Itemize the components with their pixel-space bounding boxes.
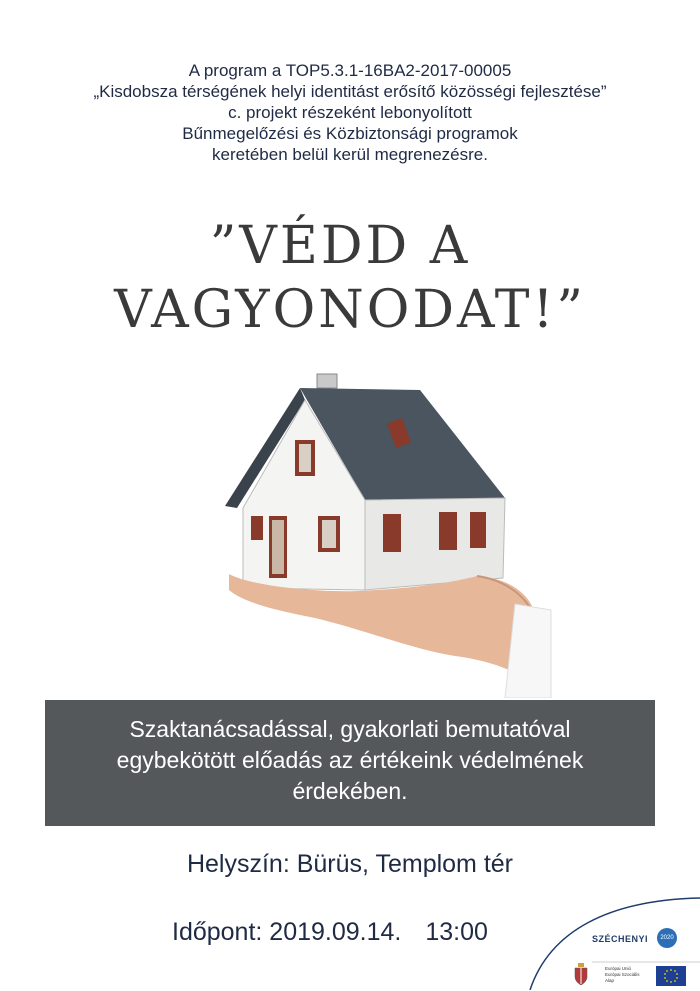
szechenyi-logo-text: SZÉCHENYI [592, 934, 649, 944]
intro-line: keretében belül kerül megrenezésre. [212, 145, 488, 164]
banner-line: érdekében. [292, 778, 408, 804]
intro-line: „Kisdobsza térségének helyi identitást erősítő közösségi fejlesztése” [93, 82, 607, 101]
house-on-hand-illustration [215, 368, 555, 698]
description-banner [45, 700, 655, 826]
szechenyi-2020-badge: 2020 [657, 928, 677, 948]
intro-line: c. projekt részeként lebonyolított [228, 103, 472, 122]
eu-line: Alap [605, 978, 615, 983]
headline [0, 214, 700, 342]
banner-line: egybekötött előadás az értékeink védelmének [116, 747, 584, 773]
intro-line: Bűnmegelőzési és Közbiztonsági programok [182, 124, 518, 143]
headline-line-1: ”VÉDD A [209, 216, 471, 276]
eu-flag-icon [656, 966, 686, 986]
eu-line: Európai Unió [605, 966, 632, 971]
banner-line: Szaktanácsadással, gyakorlati bemutatóval [129, 716, 571, 742]
intro-line: A program a TOP5.3.1-16BA2-2017-00005 [188, 61, 512, 80]
coat-of-arms-icon [574, 963, 588, 985]
time-date: Időpont: 2019.09.14. [172, 918, 402, 946]
intro-text [0, 60, 700, 165]
eu-fund-text [605, 966, 640, 984]
location-text: Helyszín: Bürüs, Templom tér [186, 850, 514, 878]
event-time [172, 918, 488, 947]
eu-line: Európai Szociális [605, 972, 640, 977]
time-hour: 13:00 [425, 918, 488, 946]
headline-line-2: VAGYONODAT!” [114, 280, 586, 340]
